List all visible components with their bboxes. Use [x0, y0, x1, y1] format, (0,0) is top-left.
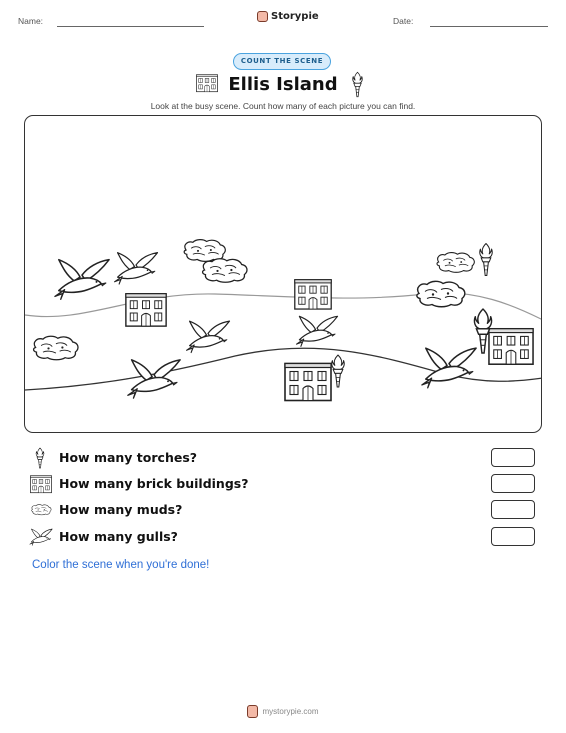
question-text: How many gulls?: [59, 529, 178, 544]
answer-box-muds[interactable]: [491, 500, 535, 519]
gull-3: [187, 321, 230, 352]
gull-5: [128, 360, 180, 398]
mud-4: [417, 281, 465, 306]
brick-building-4: [489, 329, 533, 364]
activity-badge: COUNT THE SCENE: [233, 53, 331, 70]
mud-3: [437, 253, 474, 273]
question-torches: [29, 447, 539, 469]
footer: [0, 704, 566, 718]
question-text: How many brick buildings?: [59, 476, 249, 491]
gull-1: [55, 260, 109, 300]
brick-building-3: [285, 364, 331, 401]
question-brick-buildings: [29, 473, 539, 495]
mud-5: [34, 336, 78, 360]
storypie-logo-icon: [247, 705, 258, 718]
torch-3: [332, 355, 344, 387]
name-field[interactable]: [57, 26, 204, 27]
gull-2: [115, 253, 158, 284]
question-muds: [29, 499, 539, 521]
date-label: Date:: [393, 16, 414, 26]
gull-icon: [29, 526, 53, 548]
worksheet-header: [0, 0, 566, 30]
answer-box-gulls[interactable]: [491, 527, 535, 546]
mud-2: [203, 259, 247, 283]
gull-6: [422, 348, 476, 388]
footer-url[interactable]: mystorypie.com: [262, 706, 319, 716]
mud-icon: [29, 499, 53, 521]
torch-icon: [351, 71, 364, 98]
storypie-logo-icon: [257, 11, 268, 22]
brick-building-icon: [29, 473, 53, 495]
answer-box-torches[interactable]: [491, 448, 535, 467]
title-row: [0, 72, 566, 98]
question-gulls: [29, 526, 539, 548]
gull-4: [296, 316, 337, 346]
torch-icon: [29, 447, 53, 469]
page-title: Ellis Island: [228, 74, 338, 95]
name-label: Name:: [18, 16, 44, 26]
question-text: How many muds?: [59, 502, 183, 517]
mud-1: [184, 240, 225, 262]
question-text: How many torches?: [59, 450, 198, 465]
instructions: Look at the busy scene. Count how many of each picture you can find.: [150, 101, 416, 111]
date-field[interactable]: [430, 26, 548, 27]
answer-box-brick-buildings[interactable]: [491, 474, 535, 493]
brand: [257, 11, 319, 22]
color-note: Color the scene when you're done!: [32, 559, 210, 571]
brick-building-1: [126, 294, 166, 326]
brand-name: Storypie: [271, 11, 319, 22]
torch-1: [480, 244, 492, 276]
brick-building-2: [295, 280, 331, 309]
counting-scene: [24, 115, 542, 433]
